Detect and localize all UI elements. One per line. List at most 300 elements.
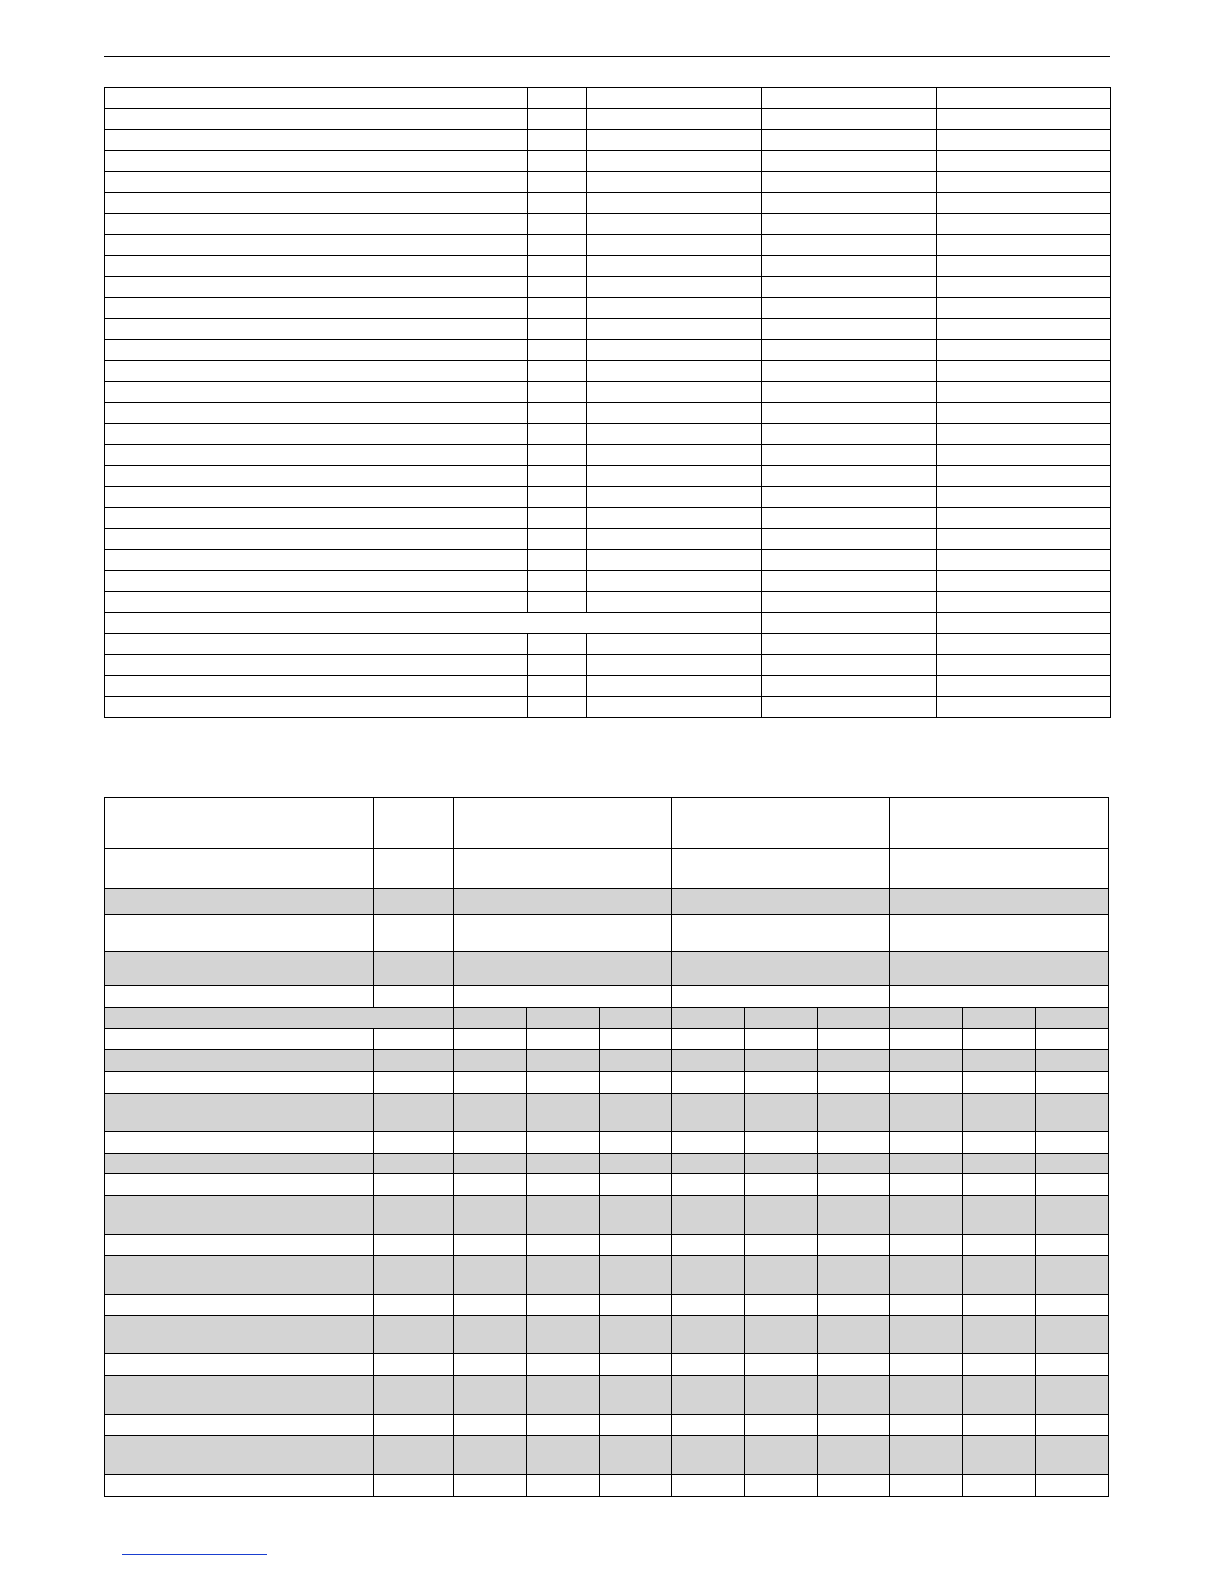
table-two-cell (105, 1316, 374, 1354)
table-two-cell (672, 1235, 745, 1256)
table-one-cell (105, 130, 528, 151)
table-one-cell (937, 676, 1111, 697)
table-one-cell (762, 403, 937, 424)
table-one-cell (762, 340, 937, 361)
table-two-cell (890, 1376, 963, 1415)
table-two-cell (890, 1196, 963, 1235)
table-one-cell (528, 88, 587, 109)
table-two-cell (745, 1436, 818, 1475)
table-two-cell (454, 798, 672, 849)
table-one-cell (762, 361, 937, 382)
table-two-cell (963, 1235, 1036, 1256)
table-two-cell (600, 1154, 672, 1174)
table-one-cell (762, 487, 937, 508)
table-two-cell (1036, 1050, 1109, 1072)
table-two-cell (454, 889, 672, 915)
table-two-cell (600, 1174, 672, 1196)
table-one-cell (528, 403, 587, 424)
table-two-cell (963, 1256, 1036, 1295)
table-two-cell (1036, 1316, 1109, 1354)
table-two-cell (454, 1174, 527, 1196)
table-one-cell (105, 424, 528, 445)
table-one-cell (762, 445, 937, 466)
table-two-cell (105, 1094, 374, 1132)
table-two-cell (105, 1295, 374, 1316)
table-two-cell (454, 1376, 527, 1415)
table-two-cell (1036, 1072, 1109, 1094)
table-one-cell (587, 655, 762, 676)
table-one-cell (937, 382, 1111, 403)
table-two-cell (374, 1256, 454, 1295)
table-two-row (105, 849, 1109, 889)
table-one-cell (105, 277, 528, 298)
table-one-cell (105, 508, 528, 529)
table-two-cell (818, 1415, 890, 1436)
table-two-cell (818, 1072, 890, 1094)
table-two-cell (745, 1174, 818, 1196)
table-one-cell (528, 529, 587, 550)
table-two-cell (527, 1235, 600, 1256)
header-rule (104, 56, 1110, 57)
table-one-cell (105, 571, 528, 592)
table-two-cell (672, 1132, 745, 1154)
table-two-cell (745, 1256, 818, 1295)
table-two-row (105, 889, 1109, 915)
table-one-cell (528, 109, 587, 130)
table-one-cell (528, 571, 587, 592)
table-two-cell (527, 1376, 600, 1415)
table-two-cell (105, 1050, 374, 1072)
table-one-cell (587, 508, 762, 529)
table-one-cell (528, 697, 587, 718)
table-two-cell (890, 952, 1109, 986)
table-one-cell (528, 277, 587, 298)
table-one-cell (937, 655, 1111, 676)
table-one-cell (762, 151, 937, 172)
table-two-cell (818, 1008, 890, 1029)
table-one-cell (762, 214, 937, 235)
table-two-cell (105, 1436, 374, 1475)
table-two-row (105, 1295, 1109, 1316)
table-two-cell (105, 1354, 374, 1376)
table-two-cell (890, 1050, 963, 1072)
table-two-cell (527, 1174, 600, 1196)
table-two-cell (890, 1008, 963, 1029)
table-two-cell (374, 1132, 454, 1154)
table-two-cell (890, 986, 1109, 1008)
table-one-cell (587, 319, 762, 340)
table-two-cell (600, 1132, 672, 1154)
table-two-cell (818, 1196, 890, 1235)
table-two-cell (527, 1094, 600, 1132)
table-two-cell (374, 986, 454, 1008)
table-two-cell (374, 1050, 454, 1072)
table-two (104, 797, 1109, 1497)
table-one-cell (762, 550, 937, 571)
table-one-row (105, 88, 1111, 109)
table-one-cell (528, 298, 587, 319)
table-one-row (105, 235, 1111, 256)
table-two-cell (1036, 1436, 1109, 1475)
table-one-row (105, 697, 1111, 718)
table-two-cell (672, 798, 890, 849)
table-two-cell (963, 1072, 1036, 1094)
table-one-row (105, 277, 1111, 298)
table-two-cell (963, 1196, 1036, 1235)
table-one-cell (587, 424, 762, 445)
table-one-cell (937, 172, 1111, 193)
table-two-cell (818, 1354, 890, 1376)
table-two-cell (454, 986, 672, 1008)
table-two-cell (745, 1354, 818, 1376)
table-two-cell (600, 1354, 672, 1376)
table-two-cell (672, 1072, 745, 1094)
table-two-cell (672, 1008, 745, 1029)
table-two-cell (600, 1475, 672, 1497)
table-one-cell (762, 256, 937, 277)
table-one-cell (587, 256, 762, 277)
table-one (104, 87, 1111, 718)
table-one-cell (937, 193, 1111, 214)
table-two-cell (672, 986, 890, 1008)
table-one-cell (937, 235, 1111, 256)
table-one-cell (587, 109, 762, 130)
table-two-cell (745, 1029, 818, 1050)
table-two-cell (600, 1196, 672, 1235)
table-one-cell (587, 403, 762, 424)
table-one-cell (105, 529, 528, 550)
table-one-cell (528, 466, 587, 487)
table-one-cell (528, 256, 587, 277)
table-one-cell (937, 445, 1111, 466)
table-one-cell (937, 697, 1111, 718)
table-two-cell (105, 1072, 374, 1094)
table-two-cell (105, 889, 374, 915)
table-one-cell (937, 592, 1111, 613)
table-two-cell (527, 1072, 600, 1094)
table-one-cell (762, 172, 937, 193)
table-two-cell (672, 1436, 745, 1475)
table-two-cell (890, 1316, 963, 1354)
table-two-cell (1036, 1132, 1109, 1154)
table-two-cell (105, 915, 374, 952)
table-two-row (105, 1354, 1109, 1376)
table-one-cell (937, 529, 1111, 550)
table-two-cell (105, 1132, 374, 1154)
table-two-cell (454, 1154, 527, 1174)
table-one-cell (937, 277, 1111, 298)
table-one-row (105, 487, 1111, 508)
table-two-cell (374, 798, 454, 849)
table-one-cell (762, 235, 937, 256)
table-two-cell (1036, 1174, 1109, 1196)
table-two-cell (454, 1072, 527, 1094)
table-one-cell (937, 298, 1111, 319)
table-one-cell (105, 214, 528, 235)
table-two-cell (600, 1316, 672, 1354)
table-two-cell (454, 952, 672, 986)
table-one-cell (528, 676, 587, 697)
table-two-row (105, 1415, 1109, 1436)
table-one-cell (587, 340, 762, 361)
table-two-cell (745, 1050, 818, 1072)
table-one-cell (105, 298, 528, 319)
table-two-cell (527, 1295, 600, 1316)
table-one-row (105, 340, 1111, 361)
table-one-cell (528, 592, 587, 613)
table-one-cell (762, 382, 937, 403)
table-two-cell (818, 1376, 890, 1415)
table-one-cell (587, 277, 762, 298)
table-two-cell (1036, 1196, 1109, 1235)
table-two-cell (745, 1376, 818, 1415)
table-two-cell (672, 952, 890, 986)
table-one-row (105, 571, 1111, 592)
table-one-cell (105, 235, 528, 256)
table-two-cell (374, 1029, 454, 1050)
table-two-row (105, 1132, 1109, 1154)
table-one-cell (762, 319, 937, 340)
table-two-cell (890, 849, 1109, 889)
table-two-cell (527, 1196, 600, 1235)
table-two-cell (672, 1354, 745, 1376)
table-two-cell (600, 1029, 672, 1050)
table-one-cell (762, 634, 937, 655)
table-two-cell (1036, 1256, 1109, 1295)
table-two-cell (374, 1295, 454, 1316)
table-two-cell (818, 1316, 890, 1354)
table-one-cell (587, 529, 762, 550)
table-one-row (105, 130, 1111, 151)
table-one-cell (587, 676, 762, 697)
table-two-cell (105, 1008, 454, 1029)
table-one-cell (528, 487, 587, 508)
table-two-cell (963, 1154, 1036, 1174)
table-one-row (105, 109, 1111, 130)
table-one-cell (762, 676, 937, 697)
table-two-cell (818, 1256, 890, 1295)
table-one-row (105, 508, 1111, 529)
table-two-cell (890, 1354, 963, 1376)
table-two-cell (105, 1196, 374, 1235)
table-two-cell (105, 1415, 374, 1436)
table-one-cell (937, 571, 1111, 592)
table-one-row (105, 592, 1111, 613)
table-one-row (105, 445, 1111, 466)
table-one-cell (762, 193, 937, 214)
table-two-cell (890, 1295, 963, 1316)
table-one-cell (937, 361, 1111, 382)
table-two-cell (600, 1256, 672, 1295)
table-one-cell (105, 445, 528, 466)
table-one-cell (762, 109, 937, 130)
table-one-cell (587, 445, 762, 466)
table-two-row (105, 1436, 1109, 1475)
table-two-cell (818, 1132, 890, 1154)
table-two-cell (600, 1436, 672, 1475)
table-two-row (105, 1196, 1109, 1235)
table-two-cell (454, 1475, 527, 1497)
table-two-cell (963, 1354, 1036, 1376)
table-two-cell (963, 1050, 1036, 1072)
table-one-cell (762, 424, 937, 445)
table-two-cell (527, 1008, 600, 1029)
table-two-row (105, 1094, 1109, 1132)
table-one-row (105, 424, 1111, 445)
table-one-cell (105, 634, 528, 655)
table-one-row (105, 172, 1111, 193)
table-one-cell (105, 151, 528, 172)
table-two-cell (890, 798, 1109, 849)
table-two-cell (672, 889, 890, 915)
table-two-row (105, 986, 1109, 1008)
table-two-cell (672, 915, 890, 952)
table-two-cell (890, 1256, 963, 1295)
table-two-cell (600, 1235, 672, 1256)
table-one-cell (105, 550, 528, 571)
table-two-cell (890, 889, 1109, 915)
table-two-cell (745, 1295, 818, 1316)
table-one-cell (587, 88, 762, 109)
table-two-row (105, 1376, 1109, 1415)
table-two-cell (374, 1235, 454, 1256)
table-two-cell (527, 1154, 600, 1174)
table-one-cell (937, 508, 1111, 529)
table-two-cell (963, 1094, 1036, 1132)
table-one-cell (528, 172, 587, 193)
table-two-cell (454, 849, 672, 889)
table-two-cell (105, 986, 374, 1008)
table-two-cell (890, 915, 1109, 952)
table-one-cell (937, 256, 1111, 277)
table-one-cell (587, 361, 762, 382)
table-two-cell (745, 1008, 818, 1029)
table-two-cell (105, 1154, 374, 1174)
table-one-row (105, 214, 1111, 235)
table-one-cell (528, 445, 587, 466)
table-two-cell (105, 1235, 374, 1256)
table-one-cell (587, 235, 762, 256)
table-two-cell (1036, 1154, 1109, 1174)
table-two-cell (818, 1436, 890, 1475)
table-two-cell (818, 1154, 890, 1174)
table-one-cell (105, 361, 528, 382)
table-two-cell (600, 1072, 672, 1094)
table-one-row (105, 676, 1111, 697)
table-two-cell (374, 1316, 454, 1354)
table-two-cell (105, 849, 374, 889)
table-two-cell (454, 1196, 527, 1235)
table-two-row (105, 1072, 1109, 1094)
table-two-cell (527, 1415, 600, 1436)
table-two-cell (672, 849, 890, 889)
table-one-cell (587, 298, 762, 319)
table-two-cell (600, 1008, 672, 1029)
table-one-row (105, 298, 1111, 319)
table-two-cell (818, 1094, 890, 1132)
table-one-cell (937, 88, 1111, 109)
table-two-cell (890, 1154, 963, 1174)
table-two-cell (1036, 1376, 1109, 1415)
table-two-cell (890, 1072, 963, 1094)
table-one-cell (762, 529, 937, 550)
table-two-cell (454, 1295, 527, 1316)
table-one-cell (105, 319, 528, 340)
table-one-cell (762, 88, 937, 109)
table-one-cell (587, 130, 762, 151)
table-one-cell (528, 382, 587, 403)
table-two-cell (890, 1094, 963, 1132)
table-one-cell (528, 550, 587, 571)
table-two-cell (527, 1475, 600, 1497)
table-two-cell (454, 915, 672, 952)
table-two-cell (890, 1174, 963, 1196)
table-two-cell (1036, 1475, 1109, 1497)
table-two-cell (454, 1008, 527, 1029)
table-two-cell (105, 1256, 374, 1295)
table-one-cell (762, 655, 937, 676)
table-one-cell (528, 340, 587, 361)
table-one-cell (937, 550, 1111, 571)
table-one-cell (105, 697, 528, 718)
table-one-cell (528, 151, 587, 172)
table-two-cell (374, 1376, 454, 1415)
table-two-cell (527, 1316, 600, 1354)
table-two-cell (374, 1094, 454, 1132)
table-one-cell (587, 172, 762, 193)
table-one-row (105, 382, 1111, 403)
table-two-cell (672, 1029, 745, 1050)
table-two-cell (527, 1256, 600, 1295)
table-two-row (105, 1029, 1109, 1050)
table-two-cell (890, 1029, 963, 1050)
table-one-cell (762, 571, 937, 592)
table-two-cell (963, 1475, 1036, 1497)
table-one-cell (937, 340, 1111, 361)
table-two-row (105, 952, 1109, 986)
table-two-cell (527, 1436, 600, 1475)
table-one-cell (528, 214, 587, 235)
table-one-row (105, 403, 1111, 424)
table-two-cell (454, 1235, 527, 1256)
table-two-cell (527, 1029, 600, 1050)
table-two-cell (963, 1415, 1036, 1436)
table-two-cell (963, 1132, 1036, 1154)
table-two-cell (672, 1256, 745, 1295)
table-one-cell (528, 424, 587, 445)
table-one-cell (587, 634, 762, 655)
table-two-cell (672, 1050, 745, 1072)
table-two-cell (745, 1316, 818, 1354)
table-two-cell (105, 952, 374, 986)
table-one-cell (528, 193, 587, 214)
table-two-cell (745, 1415, 818, 1436)
table-one-cell (762, 613, 937, 634)
table-one-cell (528, 235, 587, 256)
table-two-cell (963, 1029, 1036, 1050)
table-one-cell (105, 592, 528, 613)
table-one-cell (937, 487, 1111, 508)
table-two-cell (454, 1316, 527, 1354)
table-one-cell (105, 172, 528, 193)
table-one-cell (762, 592, 937, 613)
table-one-cell (587, 214, 762, 235)
table-two-cell (1036, 1415, 1109, 1436)
footer-link[interactable] (122, 1554, 267, 1555)
table-two-cell (600, 1376, 672, 1415)
table-two-cell (745, 1196, 818, 1235)
table-two-cell (600, 1295, 672, 1316)
